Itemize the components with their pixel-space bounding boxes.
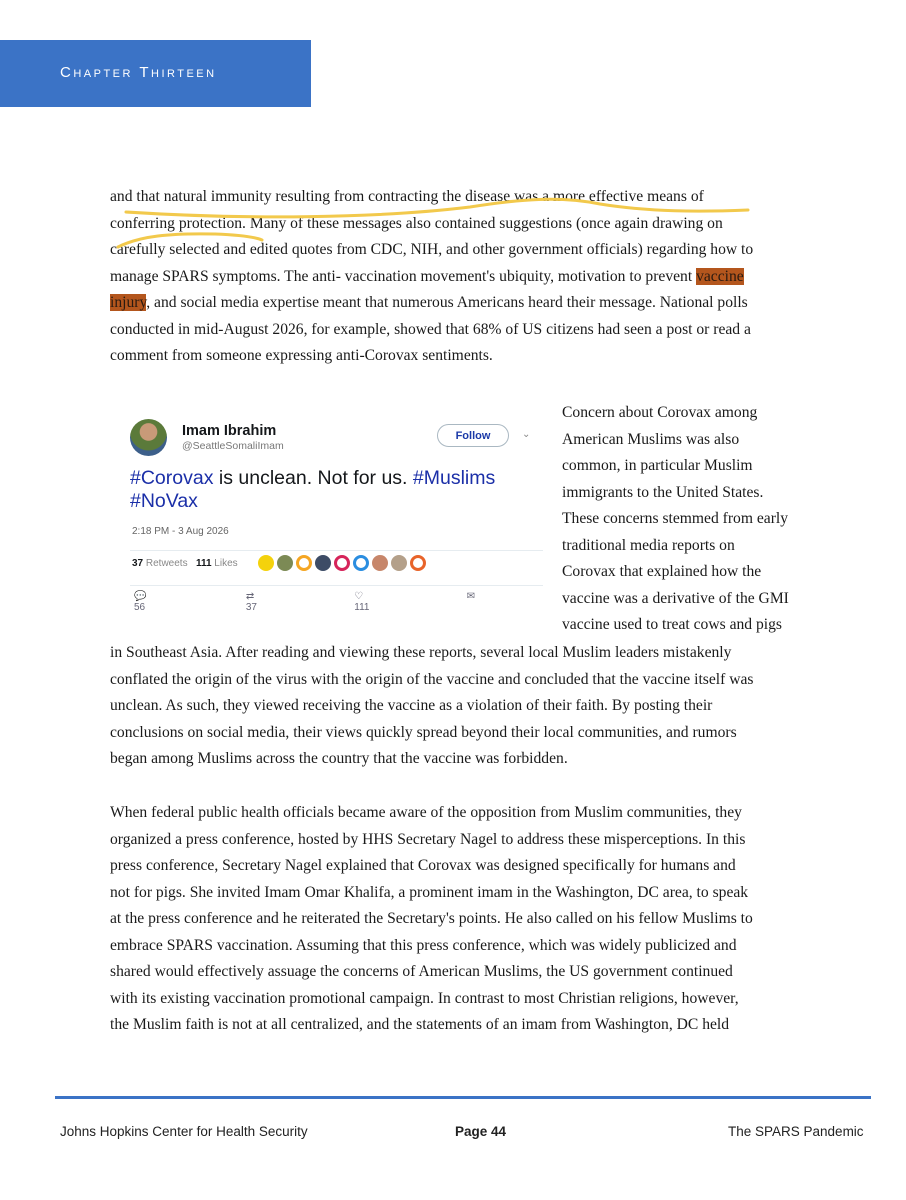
liker-avatars — [258, 555, 426, 571]
hashtag[interactable]: #Corovax — [130, 467, 214, 489]
hashtag[interactable]: #Muslims — [412, 467, 496, 489]
like-button[interactable]: ♡ 111 — [354, 591, 370, 613]
avatar[interactable] — [277, 555, 293, 571]
avatar[interactable] — [372, 555, 388, 571]
paragraph-3: When federal public health officials became aware of the opposition from Muslim communities, they organized a press conference, hosted by HHS Secretary Nagel to address these misperceptions. In this press conference, Secretary Nagel explained that Corovax was designed specifically for humans and not for pigs. She invited Imam Omar Khalifa, a prominent imam in the Washington, DC area, to speak at the press conference and he reiterated the Secretary's points. He also called on his fellow Muslims to embrace SPARS vaccination. Assuming that this press conference, which was widely publicized and shared would effectively assuage the concerns of American Muslims, the US government continued with its existing vaccination promotional campaign. In contrast to most Christian religions, however, the Muslim faith is not at all centralized, and the statements of an imam from Washington, DC held — [110, 804, 753, 1033]
reply-icon: 💬 — [134, 591, 147, 602]
text-line: carefully selected and edited quotes from CDC, NIH, and other government officials) regarding how to — [110, 241, 754, 258]
page-number: Page 44 — [455, 1124, 507, 1139]
avatar[interactable] — [296, 555, 312, 571]
highlight: vaccine — [696, 267, 744, 285]
chevron-down-icon[interactable]: ⌄ — [522, 429, 531, 440]
avatar[interactable] — [353, 555, 369, 571]
reply-button[interactable]: 💬 56 — [134, 591, 147, 613]
embedded-tweet — [118, 405, 543, 617]
avatar[interactable] — [130, 419, 167, 456]
paragraph-2-side: Concern about Corovax among American Muslims was also common, in particular Muslim immigrants to the United States. These concerns stemmed from early traditional media reports on Corovax that explained how the vaccine was a derivative of the GMI vaccine used to treat cows and pigs — [562, 404, 789, 633]
text-line: and that natural immunity resulting from contracting the disease was a more effective means of — [110, 188, 704, 205]
divider — [130, 550, 543, 551]
avatar[interactable] — [410, 555, 426, 571]
heart-icon: ♡ — [354, 591, 364, 602]
avatar[interactable] — [391, 555, 407, 571]
footer-organization: Johns Hopkins Center for Health Security — [60, 1124, 308, 1139]
avatar[interactable] — [315, 555, 331, 571]
highlight: injury — [110, 294, 147, 311]
footer-rule — [55, 1096, 871, 1099]
divider — [130, 585, 543, 586]
message-button[interactable] — [467, 591, 509, 613]
text-line: comment from someone expressing anti-Corovax sentiments. — [110, 347, 493, 364]
tweet-timestamp[interactable]: 2:18 PM - 3 Aug 2026 — [132, 526, 229, 537]
tweet-author-handle[interactable]: @SeattleSomaliImam — [182, 440, 284, 452]
text-line: injury, and social media expertise meant that numerous Americans heard their message. National polls — [110, 294, 748, 311]
chapter-title: Chapter Thirteen — [60, 64, 217, 81]
paragraph-1 — [110, 184, 753, 370]
chapter-header — [0, 40, 311, 107]
tweet-actions — [134, 591, 543, 613]
avatar[interactable] — [258, 555, 274, 571]
paragraph-2-rest: in Southeast Asia. After reading and viewing these reports, several local Muslim leaders mistakenly conflated the origin of the virus with the origin of the vaccine and concluded that the vaccine itself was unclean. As such, they viewed receiving the vaccine as a violation of their faith. By posting their conclusions on social media, their views quickly spread beyond their local communities, and rumors began among Muslims across the country that the vaccine was forbidden. — [110, 644, 754, 767]
retweet-button[interactable]: ⇄ 37 — [245, 591, 257, 613]
text-line: conducted in mid-August 2026, for example, showed that 68% of US citizens had seen a post or read a — [110, 320, 751, 338]
text-line: manage SPARS symptoms. The anti- vaccination movement's ubiquity, motivation to prevent vaccine — [110, 267, 744, 285]
footer-document-title: The SPARS Pandemic — [728, 1124, 864, 1139]
retweet-icon: ⇄ — [245, 591, 255, 602]
envelope-icon: ✉ — [466, 591, 475, 602]
hashtag[interactable]: #NoVax — [130, 490, 198, 512]
follow-button[interactable]: Follow — [437, 424, 509, 447]
tweet-text: #Corovax is unclean. Not for us. #Muslims #NoVax — [130, 467, 496, 512]
tweet-author-name[interactable]: Imam Ibrahim — [182, 423, 277, 439]
tweet-stats: 37 Retweets 111 Likes — [132, 558, 238, 569]
text-line: conferring protection. Many of these messages also contained suggestions (once again drawing on — [110, 214, 723, 232]
avatar[interactable] — [334, 555, 350, 571]
